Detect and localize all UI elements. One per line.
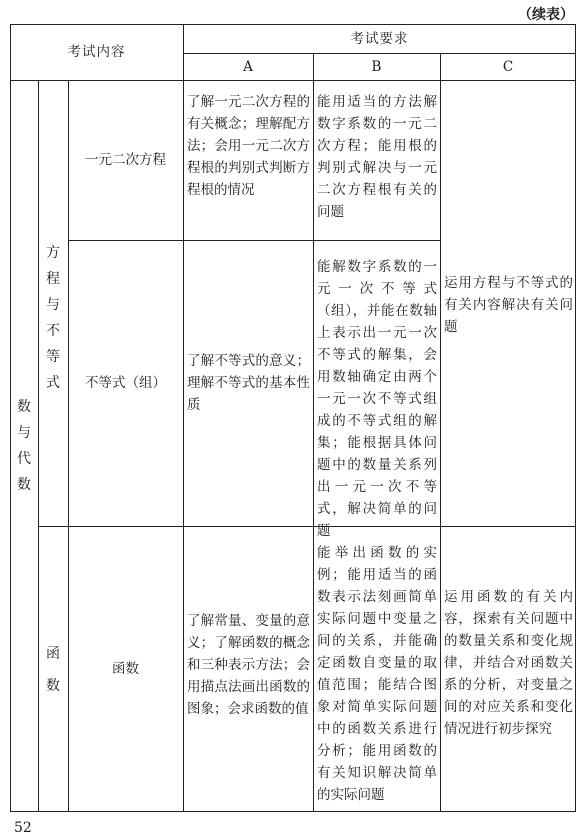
- equations-level-c: 运用方程与不等式的有关内容解决有关问题: [444, 275, 573, 335]
- inequality-level-b: 能解数字系数的一元一次不等式（组），并能在数轴上表示出一元一次不等式的解集，会用数轴确定由两个一元一次不等式组成的不等式组的解集；能根据具体问题中的数量关系列出一元一次不等式，解决简单的问题: [317, 259, 437, 539]
- topic-function: 函数: [112, 661, 139, 677]
- group-label-equations: [38, 80, 68, 526]
- function-level-c: 运用函数的有关内容，探索有关问题中的数量关系和变化规律，并结合对函数关系的分析，对变量之间的对应关系和变化情况进行初步探究: [444, 589, 573, 737]
- column-b-header: B: [371, 58, 382, 75]
- quadratic-level-b: 能用适当的方法解数字系数的一元二次方程；能用根的判别式解决与一元二次方程根有关的问题: [317, 94, 437, 220]
- domain-text: 数与代数: [17, 399, 31, 493]
- topic-inequality: 不等式（组）: [85, 375, 166, 391]
- function-level-b: 能举出函数的实例；能用适当的函数表示法刻画简单实际问题中变量之间的关系，并能确定函数自变量的取值范围；能结合图象对简单实际问题中的函数关系进行分析；能用函数的有关知识解决简单的实际问题: [317, 545, 437, 803]
- group-label-functions: [38, 526, 68, 812]
- group-equations-text: 方程与不等式: [46, 245, 60, 391]
- requirements-header: 考试要求: [350, 30, 409, 47]
- quadratic-level-a: 了解一元二次方程的有关概念；理解配方法；会用一元二次方程根的判别式判断方程根的情况: [187, 94, 310, 198]
- continued-label: （续表）: [518, 7, 574, 23]
- function-level-a: 了解常量、变量的意义；了解函数的概念和三种表示方法；会用描点法画出函数的图象；会求函数的值: [187, 613, 310, 717]
- topic-quadratic: 一元二次方程: [85, 152, 166, 168]
- column-c-header: C: [502, 58, 514, 75]
- content-header: 考试内容: [67, 44, 126, 60]
- group-functions-text: 函数: [46, 646, 60, 694]
- inequality-level-a: 了解不等式的意义；理解不等式的基本性质: [187, 353, 310, 413]
- column-a-header: A: [243, 58, 253, 75]
- page-number: 52: [14, 820, 32, 836]
- domain-label: [10, 80, 38, 812]
